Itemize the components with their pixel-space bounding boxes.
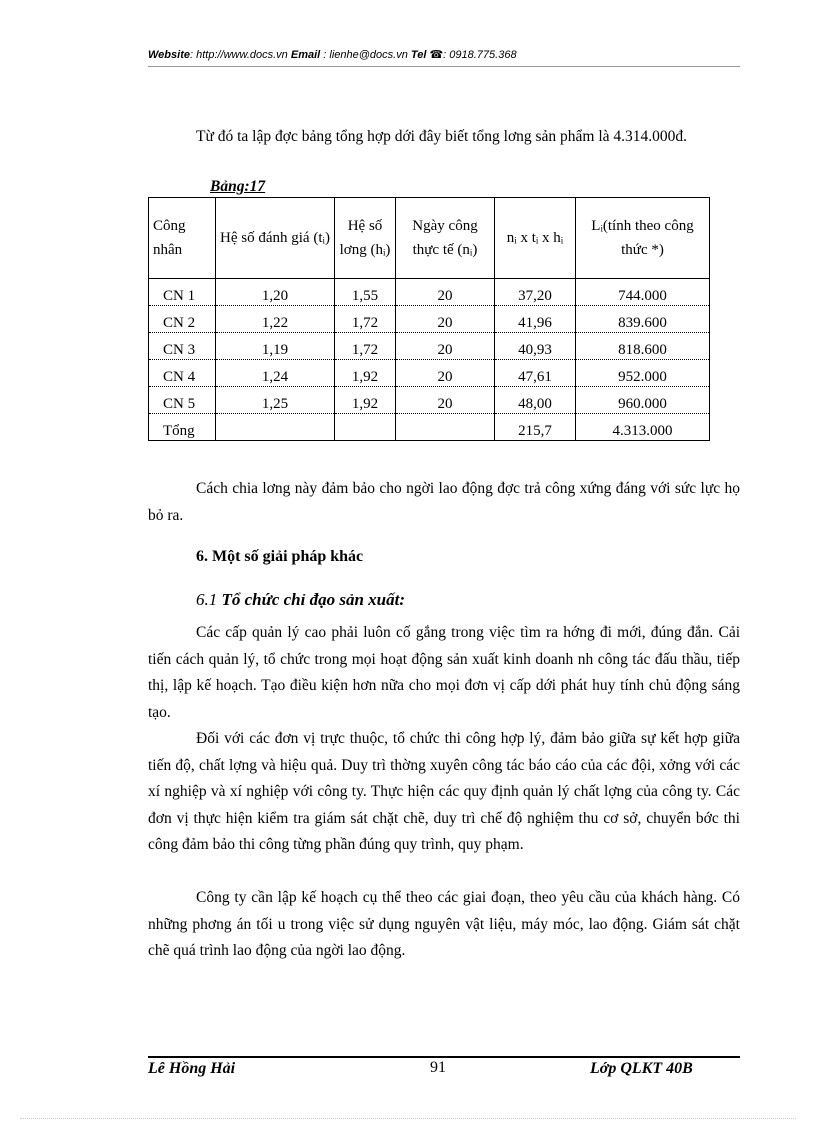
email-value: : lienhe@docs.vn [323, 49, 408, 61]
table-row [149, 279, 710, 306]
table-cell: 4.313.000 [576, 414, 710, 441]
table-cell: 1,20 [216, 279, 335, 306]
table-row [149, 333, 710, 360]
table-cell: CN 5 [149, 387, 216, 414]
header-wage-coefficient: Hệ số lơng (hᵢ) [335, 198, 396, 279]
header-rating-coefficient: Hệ số đánh giá (tᵢ) [216, 198, 335, 279]
intro-paragraph: Từ đó ta lập đợc bảng tổng hợp dới đây biết tổng lơng sản phẩm là 4.314.000đ. [196, 128, 688, 145]
table-cell: 20 [396, 333, 495, 360]
subsection-title [196, 590, 405, 610]
table-cell: 47,61 [495, 360, 576, 387]
table-cell: 1,22 [216, 306, 335, 333]
subsection-label: Tổ chức chỉ đạo sản xuất: [221, 590, 405, 609]
table-header-row [149, 198, 710, 279]
header-actual-days: Ngày công thực tế (nᵢ) [396, 198, 495, 279]
table-cell: CN 3 [149, 333, 216, 360]
page-header [148, 48, 740, 61]
header-wage: Lᵢ(tính theo công thức *) [576, 198, 710, 279]
subsection-number: 6.1 [196, 590, 218, 609]
footer-class: Lớp QLKT 40B [590, 1060, 693, 1077]
table-cell: 1,24 [216, 360, 335, 387]
table-cell: Tổng [149, 414, 216, 441]
table-cell: 41,96 [495, 306, 576, 333]
table-cell: 20 [396, 279, 495, 306]
table-cell: 20 [396, 306, 495, 333]
table-cell: 1,92 [335, 387, 396, 414]
table-cell: CN 1 [149, 279, 216, 306]
table-cell: 20 [396, 360, 495, 387]
phone-icon: ☎ [429, 49, 444, 61]
table-cell: 40,93 [495, 333, 576, 360]
table-cell: CN 4 [149, 360, 216, 387]
header-product: nᵢ x tᵢ x hᵢ [495, 198, 576, 279]
footer-author: Lê Hồng Hải [148, 1060, 236, 1077]
table-row [149, 306, 710, 333]
table-row [149, 387, 710, 414]
table-cell [335, 414, 396, 441]
table-cell [396, 414, 495, 441]
table-cell: 37,20 [495, 279, 576, 306]
footer-divider [148, 1056, 740, 1058]
table-row [149, 360, 710, 387]
header-divider [148, 66, 740, 67]
paragraph-after-table: Cách chia lơng này đảm bảo cho ngời lao động đợc trả công xứng đáng với sức lực họ bỏ ra. [148, 480, 740, 524]
table-cell: 1,19 [216, 333, 335, 360]
body-paragraph: Công ty cần lập kế hoạch cụ thể theo các giai đoạn, theo yêu cầu của khách hàng. Có những phơng án tối u trong việc sử dụng nguyên vật liệu, máy móc, lao động. Giám sát chặt chẽ quá trình lao động của ngời lao động. [148, 889, 740, 959]
table-cell: 839.600 [576, 306, 710, 333]
table-cell: 1,55 [335, 279, 396, 306]
tel-value: : 0918.775.368 [443, 49, 517, 61]
table-cell: 1,72 [335, 333, 396, 360]
table-total-row [149, 414, 710, 441]
table-cell: 818.600 [576, 333, 710, 360]
table-cell: 1,92 [335, 360, 396, 387]
tel-label: Tel [410, 49, 427, 61]
table-cell: 960.000 [576, 387, 710, 414]
table-caption: Bảng:17 [210, 178, 266, 195]
email-label: Email [290, 49, 321, 61]
page-bottom-border [20, 1118, 796, 1119]
body-paragraph: Các cấp quản lý cao phải luôn cố gắng trong việc tìm ra hớng đi mới, đúng đắn. Cải tiến cách quản lý, tổ chức trong mọi hoạt động sản xuất kinh doanh nh công tác đấu thầu, tiếp thị, lập kế hoạch. Tạo điều kiện hơn nữa cho mọi đơn vị cấp dới phát huy tính chủ động sáng tạo. [148, 624, 740, 721]
table-cell: 952.000 [576, 360, 710, 387]
table-cell: 744.000 [576, 279, 710, 306]
wage-table [148, 197, 710, 441]
section-title: 6. Một số giải pháp khác [196, 548, 364, 565]
page-number: 91 [430, 1059, 446, 1076]
website-label: Website [148, 49, 190, 61]
body-paragraph: Đối với các đơn vị trực thuộc, tổ chức thi công hợp lý, đảm bảo giữa sự kết hợp giữa tiến độ, chất lợng và hiệu quả. Duy trì thờng xuyên công tác báo cáo của các đội, xởng với các xí nghiệp và xí nghiệp với công ty. Thực hiện các quy định quản lý chất lợng của công ty. Các đơn vị thực hiện kiểm tra giám sát chặt chẽ, duy trì chế độ nghiệm thu cơ sở, chuyển bớc thi công đảm bảo thi công từng phần đúng quy trình, quy phạm. [148, 730, 740, 853]
table-cell: 1,72 [335, 306, 396, 333]
table-cell: 48,00 [495, 387, 576, 414]
table-cell: 20 [396, 387, 495, 414]
table-cell [216, 414, 335, 441]
header-worker: Công nhân [149, 198, 216, 279]
table-cell: 1,25 [216, 387, 335, 414]
website-value: : http://www.docs.vn [189, 49, 288, 61]
table-cell: CN 2 [149, 306, 216, 333]
table-cell: 215,7 [495, 414, 576, 441]
